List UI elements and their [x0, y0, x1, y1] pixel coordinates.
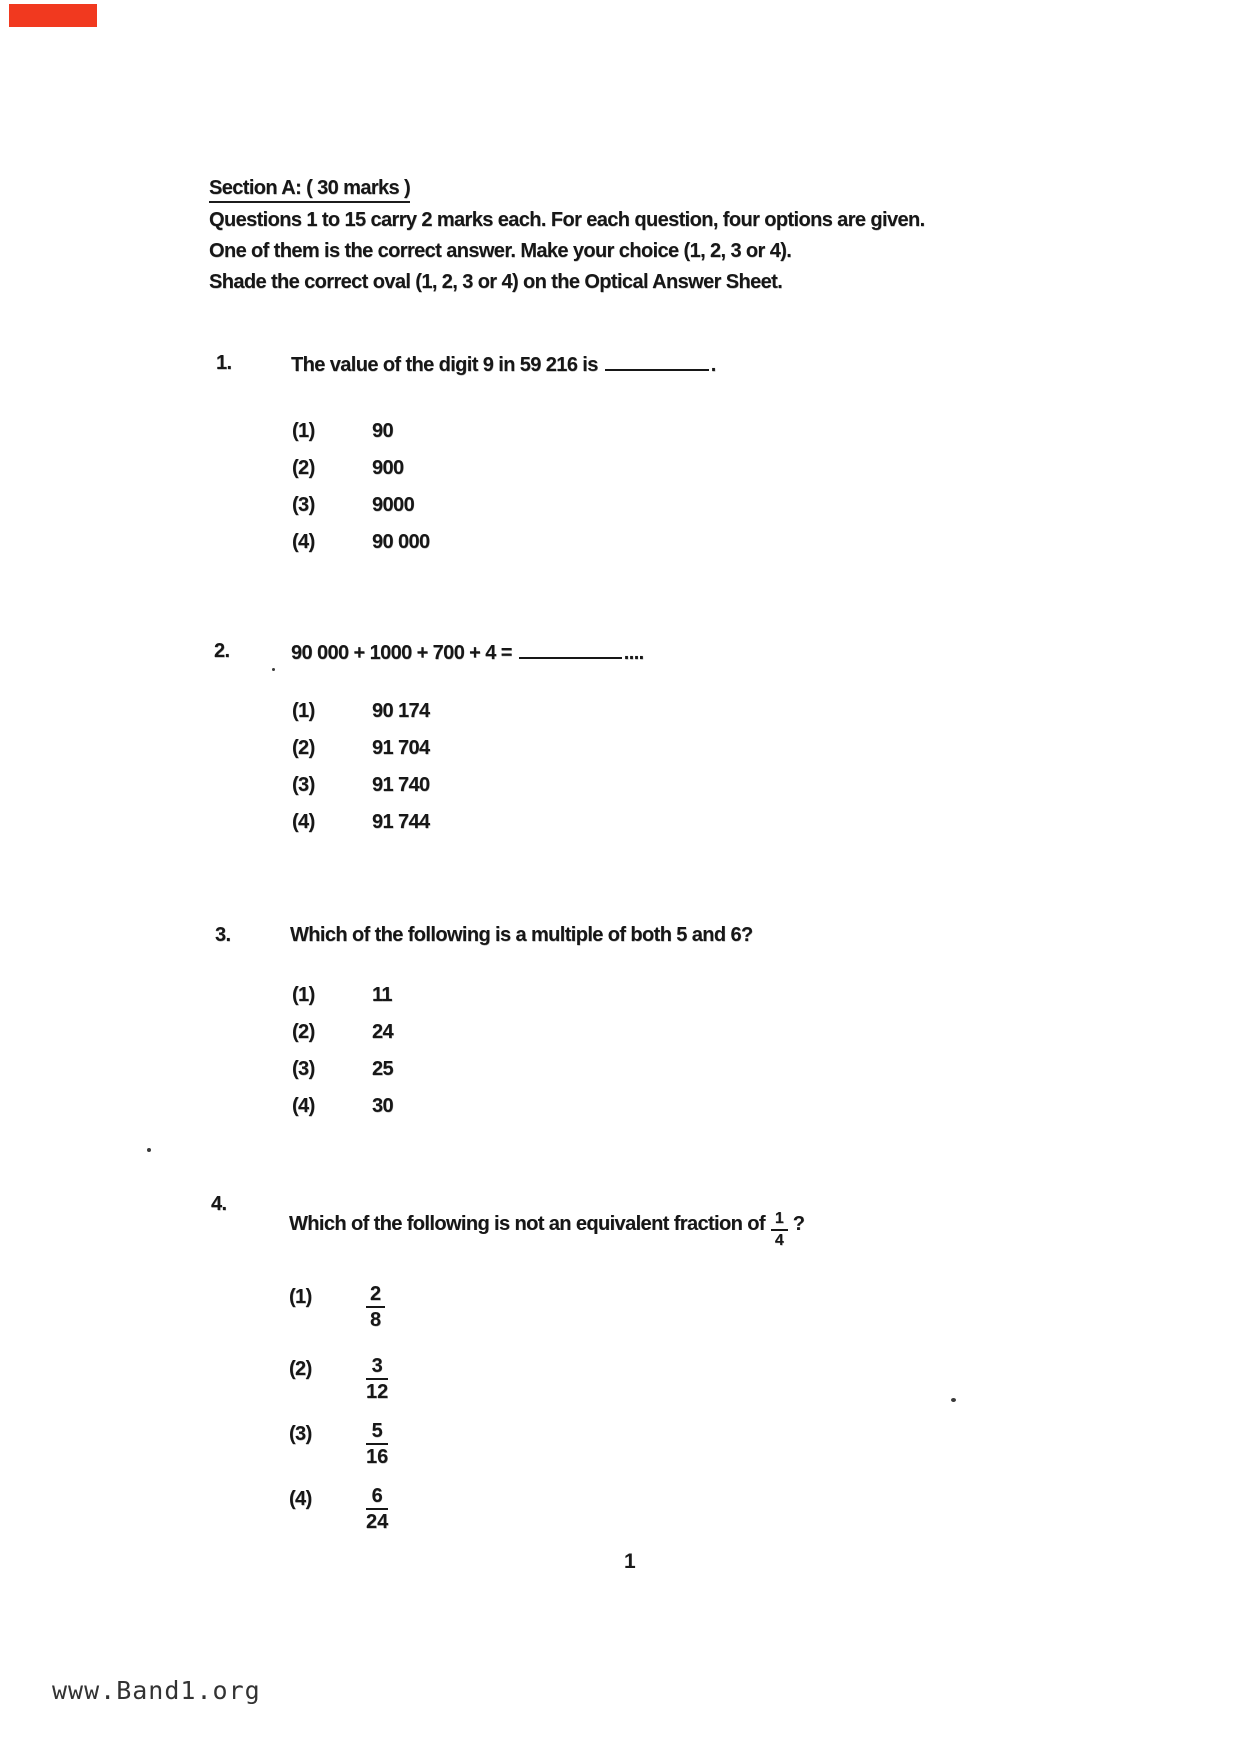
option-value-fraction [366, 1486, 388, 1534]
fraction-denominator: 4 [774, 1231, 784, 1249]
fraction-numerator: 5 [366, 1421, 388, 1445]
question-fraction [771, 1211, 788, 1250]
fraction-denominator: 12 [366, 1381, 389, 1403]
option-value: 90 174 [372, 700, 430, 722]
option-value: 30 [372, 1095, 394, 1117]
option-fraction [366, 1356, 388, 1403]
option-label: (4) [292, 531, 315, 553]
scan-speck [147, 1148, 151, 1152]
question-number: 1. [216, 352, 232, 374]
page-number: 1 [624, 1550, 636, 1573]
option-value: 24 [372, 1021, 394, 1043]
option-label: (1) [292, 420, 315, 442]
option-label: (1) [292, 984, 315, 1006]
option-value-fraction [366, 1421, 388, 1469]
option-label: (2) [289, 1358, 312, 1380]
option-label: (1) [292, 700, 315, 722]
question-text [290, 924, 753, 947]
question-text [291, 352, 716, 377]
question-text [291, 640, 644, 665]
option-fraction [366, 1486, 388, 1533]
fraction-numerator: 2 [366, 1284, 385, 1308]
answer-blank [519, 640, 622, 659]
watermark: www.Band1.org [52, 1676, 261, 1705]
fraction-numerator: 3 [366, 1356, 388, 1380]
option-value-fraction [366, 1284, 385, 1332]
option-value: 90 000 [372, 531, 430, 553]
option-value-fraction [366, 1356, 388, 1404]
option-label: (2) [292, 457, 315, 479]
answer-blank [605, 352, 709, 371]
question-number: 3. [215, 924, 231, 946]
option-value: 90 [372, 420, 394, 442]
option-label: (4) [289, 1488, 312, 1510]
fraction-numerator: 6 [366, 1486, 388, 1510]
scan-speck [272, 668, 275, 671]
fraction-numerator: 1 [771, 1211, 788, 1231]
question-text-body: 90 000 + 1000 + 700 + 4 = [291, 642, 512, 664]
option-label: (4) [292, 1095, 315, 1117]
question-text-suffix: ? [787, 1212, 805, 1235]
question-text-suffix: .... [623, 642, 644, 664]
option-fraction [366, 1421, 388, 1468]
section-heading [209, 177, 410, 200]
option-value: 91 740 [372, 774, 430, 796]
question-text-body: Which of the following is a multiple of both 5 and 6? [290, 924, 753, 946]
instruction-line-2: One of them is the correct answer. Make your choice (1, 2, 3 or 4). [209, 240, 792, 262]
option-label: (3) [292, 1058, 315, 1080]
fraction-denominator: 24 [366, 1511, 389, 1533]
question-text-body: The value of the digit 9 in 59 216 is [291, 354, 598, 376]
scan-speck [951, 1398, 956, 1402]
option-value: 91 744 [372, 811, 430, 833]
option-value: 91 704 [372, 737, 430, 759]
question-number: 2. [214, 640, 230, 662]
option-label: (1) [289, 1286, 312, 1308]
scanner-red-mark [9, 4, 97, 27]
fraction-denominator: 8 [370, 1309, 382, 1331]
question-text-suffix: . [710, 354, 716, 376]
option-label: (4) [292, 811, 315, 833]
question-number: 4. [211, 1193, 227, 1215]
option-label: (2) [292, 737, 315, 759]
instruction-line-1: Questions 1 to 15 carry 2 marks each. For each question, four options are given. [209, 209, 925, 231]
option-value: 25 [372, 1058, 394, 1080]
fraction-denominator: 16 [366, 1446, 389, 1468]
question-text [289, 1211, 804, 1250]
instruction-line-3: Shade the correct oval (1, 2, 3 or 4) on the Optical Answer Sheet. [209, 271, 783, 293]
option-label: (2) [292, 1021, 315, 1043]
option-fraction [366, 1284, 385, 1331]
question-text-body: Which of the following is not an equivalent fraction of [289, 1212, 765, 1235]
option-value: 9000 [372, 494, 415, 516]
option-value: 11 [372, 984, 392, 1006]
option-label: (3) [289, 1423, 312, 1445]
section-heading-text: Section A: ( 30 marks ) [209, 177, 410, 203]
option-label: (3) [292, 774, 315, 796]
option-label: (3) [292, 494, 315, 516]
option-value: 900 [372, 457, 404, 479]
